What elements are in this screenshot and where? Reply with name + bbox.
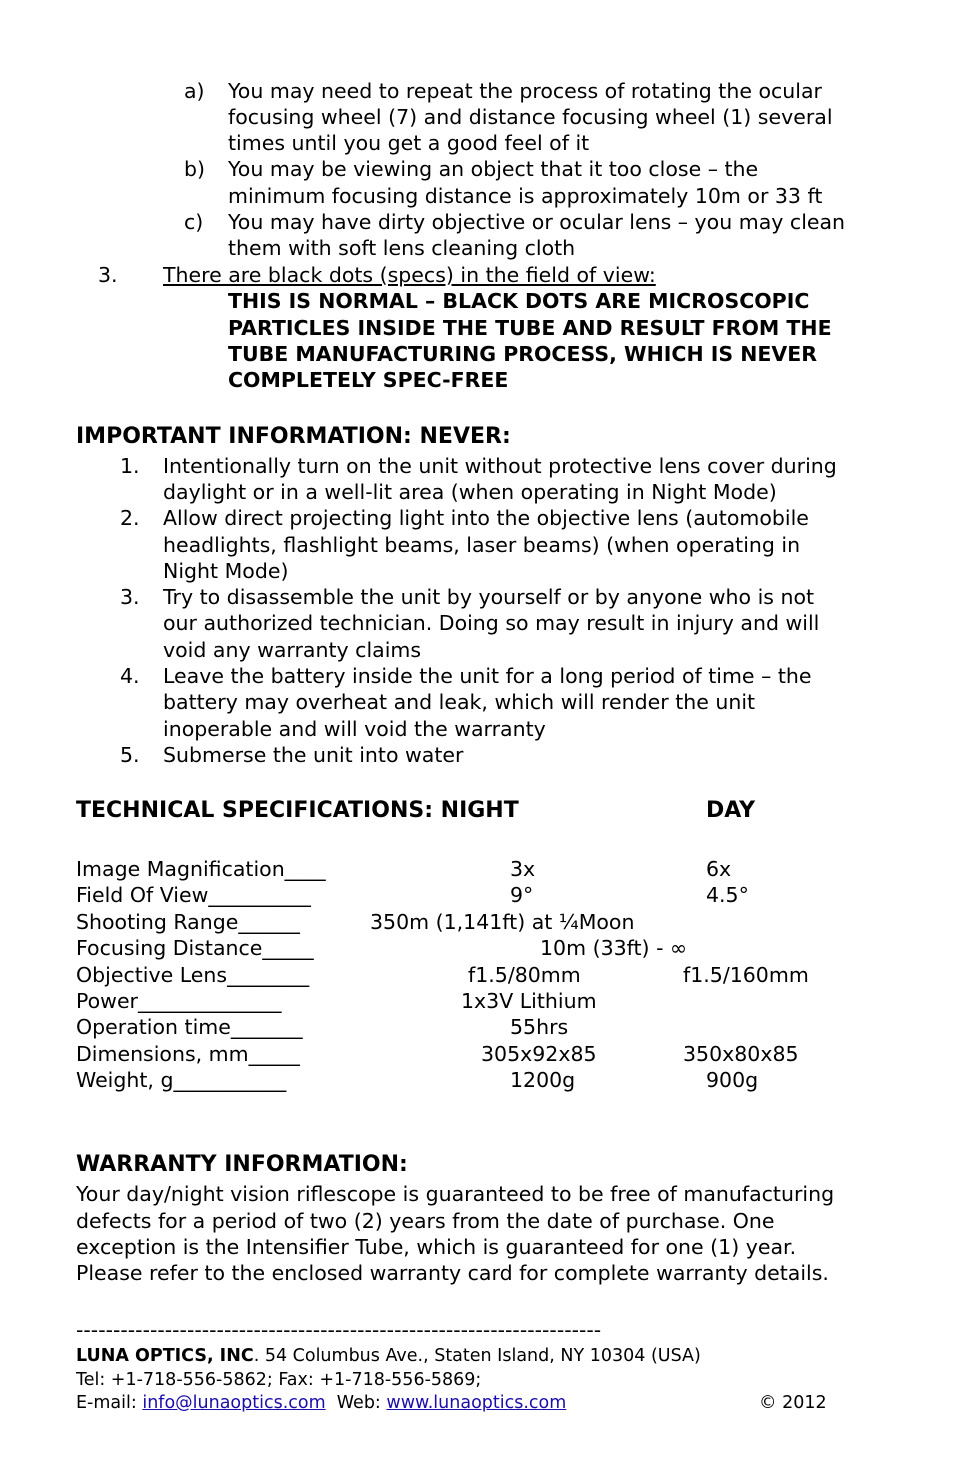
list-item: Try to disassemble the unit by yourself or by anyone who is not <box>163 585 815 609</box>
list-item: inoperable and will void the warranty <box>163 717 546 741</box>
web-label: Web: <box>336 1393 387 1413</box>
item-title: There are black dots (specs) in the field of view: <box>163 263 656 287</box>
list-item: Submerse the unit into water <box>163 743 464 767</box>
warranty-heading: WARRANTY INFORMATION: <box>76 1152 408 1177</box>
spec-day-value: 900g <box>706 1068 759 1092</box>
spec-night-value: 305x92x85 <box>481 1042 597 1066</box>
sub-item-line: focusing wheel (7) and distance focusing wheel (1) several <box>228 105 833 129</box>
email-label: E-mail: <box>76 1393 143 1413</box>
spec-label: Weight, g___________ <box>76 1068 287 1092</box>
spec-day-value: 4.5° <box>706 883 749 907</box>
spec-night-value: 9° <box>510 883 534 907</box>
list-number: 2. <box>120 506 140 530</box>
spec-label: Field Of View__________ <box>76 883 311 907</box>
spec-day-value: 350x80x85 <box>683 1042 799 1066</box>
list-item: Intentionally turn on the unit without protective lens cover during <box>163 454 837 478</box>
spec-label: Image Magnification____ <box>76 857 326 881</box>
footer-phone-line: Tel: +1-718-556-5862; Fax: +1-718-556-5869; <box>76 1370 482 1390</box>
sub-item-line: You may have dirty objective or ocular lens – you may clean <box>228 210 846 234</box>
spec-day-value: 6x <box>706 857 732 881</box>
list-item: daylight or in a well-lit area (when operating in Night Mode) <box>163 480 777 504</box>
spec-label: Objective Lens________ <box>76 963 310 987</box>
sub-item-line: minimum focusing distance is approximately 10m or 33 ft <box>228 184 823 208</box>
specs-heading: TECHNICAL SPECIFICATIONS: NIGHT <box>76 798 519 823</box>
spec-night-value: f1.5/80mm <box>468 963 581 987</box>
warranty-line: defects for a period of two (2) years from the date of purchase. One <box>76 1209 775 1233</box>
list-item: Allow direct projecting light into the objective lens (automobile <box>163 506 809 530</box>
list-item: Night Mode) <box>163 559 289 583</box>
list-number: 5. <box>120 743 140 767</box>
spec-label: Operation time_______ <box>76 1015 303 1039</box>
item-number: 3. <box>98 263 118 287</box>
sub-item-line: them with soft lens cleaning cloth <box>228 236 576 260</box>
spec-label: Focusing Distance_____ <box>76 936 314 960</box>
spec-label: Shooting Range______ <box>76 910 300 934</box>
list-item: headlights, flashlight beams, laser beams) (when operating in <box>163 533 801 557</box>
warranty-line: Your day/night vision riflescope is guaranteed to be free of manufacturing <box>76 1182 835 1206</box>
warranty-line: Please refer to the enclosed warranty card for complete warranty details. <box>76 1261 829 1285</box>
spec-night-value: 3x <box>510 857 536 881</box>
sub-item-marker: a) <box>184 79 205 103</box>
note-line: THIS IS NORMAL – BLACK DOTS ARE MICROSCOPIC <box>228 289 810 313</box>
specs-day-heading: DAY <box>706 798 756 823</box>
sub-item-line: times until you get a good feel of it <box>228 131 590 155</box>
web-link[interactable]: www.lunaoptics.com <box>386 1393 567 1413</box>
footer-company-line <box>76 1345 701 1368</box>
sub-item-marker: b) <box>184 157 206 181</box>
spec-night-value: 55hrs <box>510 1015 569 1039</box>
footer-contact-line <box>76 1392 566 1415</box>
list-item: battery may overheat and leak, which will render the unit <box>163 690 756 714</box>
sub-item-line: You may be viewing an object that it too close – the <box>228 157 759 181</box>
important-heading: IMPORTANT INFORMATION: NEVER: <box>76 424 511 449</box>
spec-night-value: 1200g <box>510 1068 576 1092</box>
spec-night-value: 1x3V Lithium <box>461 989 597 1013</box>
sub-item-marker: c) <box>184 210 204 234</box>
list-item: Leave the battery inside the unit for a long period of time – the <box>163 664 812 688</box>
company-address: . 54 Columbus Ave., Staten Island, NY 10304 (USA) <box>253 1346 701 1366</box>
warranty-line: exception is the Intensifier Tube, which is guaranteed for one (1) year. <box>76 1235 797 1259</box>
spec-night-value: 350m (1,141ft) at ¼Moon <box>370 910 635 934</box>
spec-day-value: f1.5/160mm <box>683 963 809 987</box>
list-number: 1. <box>120 454 140 478</box>
spec-label: Dimensions, mm_____ <box>76 1042 300 1066</box>
list-item: void any warranty claims <box>163 638 422 662</box>
company-name: LUNA OPTICS, INC <box>76 1346 254 1366</box>
copyright: © 2012 <box>759 1393 827 1413</box>
list-number: 4. <box>120 664 140 688</box>
list-number: 3. <box>120 585 140 609</box>
sub-item-line: You may need to repeat the process of rotating the ocular <box>228 79 822 103</box>
spec-night-value: 10m (33ft) - ∞ <box>540 936 688 960</box>
footer-separator: ----------------------------------------------------------------------- <box>76 1318 602 1342</box>
note-line: TUBE MANUFACTURING PROCESS, WHICH IS NEVER <box>228 342 818 366</box>
list-item: our authorized technician. Doing so may result in injury and will <box>163 611 820 635</box>
note-line: PARTICLES INSIDE THE TUBE AND RESULT FROM THE <box>228 316 832 340</box>
spec-label: Power______________ <box>76 989 282 1013</box>
email-link[interactable]: info@lunaoptics.com <box>142 1393 326 1413</box>
note-line: COMPLETELY SPEC-FREE <box>228 368 509 392</box>
